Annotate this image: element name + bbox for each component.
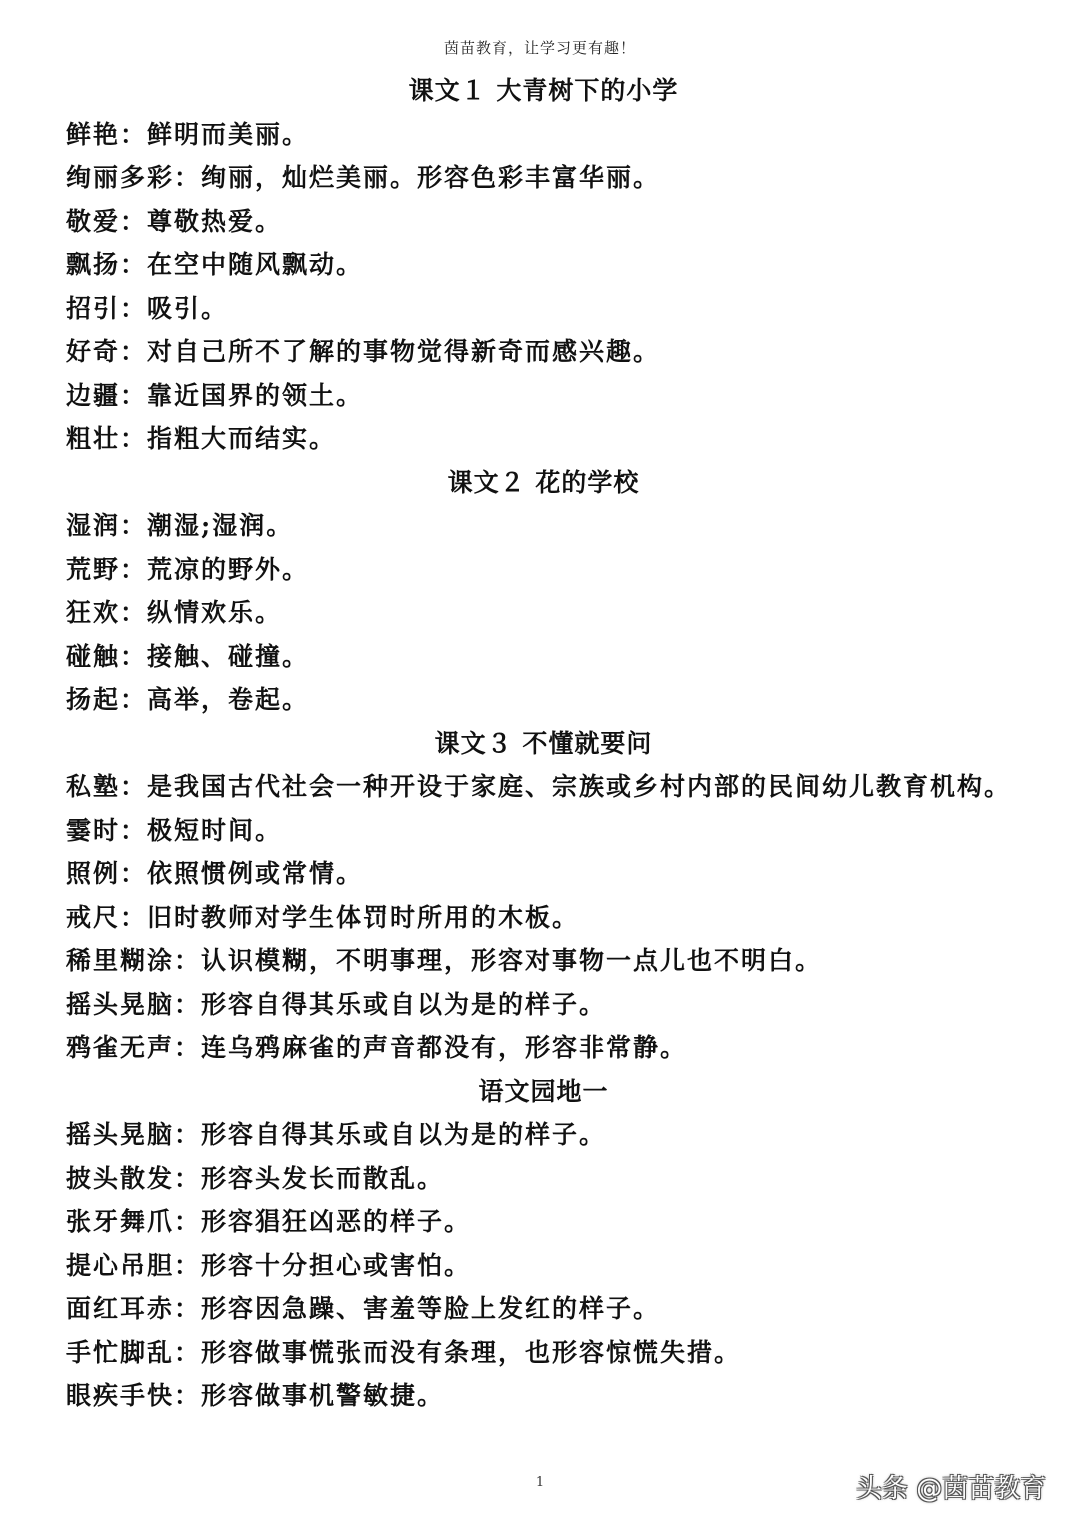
watermark: 头条 @茵苗教育 [856,1474,1047,1504]
definition-entry: 扬起：高举，卷起。 [66,685,310,714]
definition-entry: 绚丽多彩：绚丽，灿烂美丽。形容色彩丰富华丽。 [66,163,661,192]
definition-entry: 照例：依照惯例或常情。 [66,859,364,888]
definition-entry: 手忙脚乱：形容做事慌张而没有条理，也形容惊慌失措。 [66,1337,742,1367]
definition-entry: 鸦雀无声：连乌鸦麻雀的声音都没有，形容非常静。 [66,1033,688,1062]
definition-entry: 稀里糊涂：认识模糊，不明事理，形容对事物一点儿也不明白。 [66,946,823,975]
section-title: 语文园地一 [478,1076,609,1106]
section-title: 课文１ 大青树下的小学 [408,76,679,105]
definition-entry: 粗壮：指粗大而结实。 [66,424,337,453]
definition-entry: 面红耳赤：形容因急躁、害羞等脸上发红的样子。 [66,1294,661,1323]
definition-entry: 戒尺：旧时教师对学生体罚时所用的木板。 [66,902,580,932]
definition-entry: 碰触：接触、碰撞。 [66,641,310,671]
definition-entry: 眼疾手快：形容做事机警敏捷。 [66,1381,445,1410]
definition-entry: 披头散发：形容头发长而散乱。 [66,1163,445,1193]
definition-entry: 边疆：靠近国界的领土。 [66,380,364,410]
definition-entry: 飘扬：在空中随风飘动。 [66,250,364,279]
page-header: 茵苗教育，让学习更有趣！ [443,39,636,57]
definition-entry: 荒野：荒凉的野外。 [66,554,310,584]
definition-entry: 霎时：极短时间。 [66,815,283,845]
definition-entry: 狂欢：纵情欢乐。 [66,598,283,627]
definition-entry: 鲜艳：鲜明而美丽。 [66,119,310,149]
definition-entry: 敬爱：尊敬热爱。 [66,206,283,236]
definition-entry: 摇头晃脑：形容自得其乐或自以为是的样子。 [66,1120,607,1149]
document-body [66,69,1021,1418]
definition-entry: 提心吊胆：形容十分担心或害怕。 [66,1250,472,1280]
section-lesson-1 [66,69,1021,461]
definition-entry: 招引：吸引。 [66,293,229,323]
section-title: 课文３ 不懂就要问 [434,728,653,758]
definition-entry: 湿润：潮湿;湿润。 [66,511,294,540]
section-language-garden-1 [66,1070,1021,1418]
section-lesson-3 [66,722,1021,1070]
section-lesson-2 [66,461,1021,722]
definition-entry: 张牙舞爪：形容猖狂凶恶的样子。 [66,1207,472,1236]
definition-entry: 私塾：是我国古代社会一种开设于家庭、宗族或乡村内部的民间幼儿教育机构。 [66,772,1012,801]
section-title: 课文２ 花的学校 [447,467,640,497]
page-number: 1 [535,1475,545,1490]
definition-entry: 摇头晃脑：形容自得其乐或自以为是的样子。 [66,989,607,1019]
definition-entry: 好奇：对自己所不了解的事物觉得新奇而感兴趣。 [66,337,661,366]
